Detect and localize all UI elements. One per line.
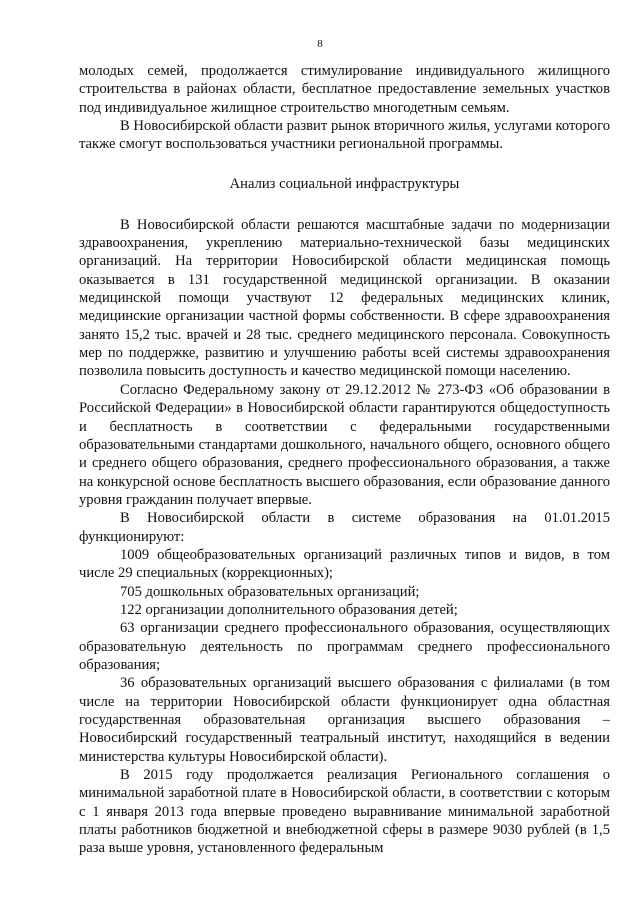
paragraph: В Новосибирской области в системе образования на 01.01.2015 функционируют: [79,510,610,545]
document-body [79,62,610,858]
paragraph: молодых семей, продолжается стимулирование индивидуального жилищного строительства в районах области, бесплатное предоставление земельных участков под индивидуальное жилищное строительство многодетным семьям. [79,63,610,116]
page-number: 8 [317,38,323,50]
paragraph: В 2015 году продолжается реализация Регионального соглашения о минимальной заработной плате в Новосибирской области, в соответствии с которым с 1 января 2013 года впервые проведено выравнивание минимальной заработной платы работников бюджетной и внебюджетной сферы в размере 9030 рублей (в 1,5 раза выше уровня, установленного федеральным [79,767,610,857]
list-item: 705 дошкольных образовательных организаций; [120,583,420,600]
paragraph: В Новосибирской области развит рынок вторичного жилья, услугами которого также смогут воспользоваться участники региональной программы. [79,118,610,153]
list-item: 63 организации среднего профессионального образования, осуществляющих образовательную деятельность по программам среднего профессионального образования; [79,620,610,673]
section-title: Анализ социальной инфраструктуры [229,175,460,192]
list-item: 122 организации дополнительного образования детей; [120,601,458,618]
paragraph: В Новосибирской области решаются масштабные задачи по модернизации здравоохранения, укреплению материально-технической базы медицинских организаций. На территории Новосибирской области медицинская помощь оказывается в 131 государственной медицинской организации. В оказании медицинской помощи участвуют 12 федеральных медицинских клиник, медицинские организации частной формы собственности. В сфере здравоохранения занято 15,2 тыс. врачей и 28 тыс. среднего медицинского персонала. Совокупность мер по поддержке, развитию и улучшению работы всей системы здравоохранения позволила повысить доступность и качество медицинской помощи населению. [79,216,610,380]
paragraph: Согласно Федеральному закону от 29.12.2012 № 273-ФЗ «Об образовании в Российской Федерации» в Новосибирской области гарантируются общедоступность и бесплатность в соответствии с федеральными государственными образовательными стандартами дошкольного, начального общего, основного общего и среднего общего образования, среднего профессионального образования, а также на конкурсной основе бесплатность высшего образования, если образование данного уровня гражданин получает впервые. [79,381,610,508]
list-item: 36 образовательных организаций высшего образования с филиалами (в том числе на территории Новосибирской области функционирует одна областная государственная образовательная организация высшего образования – Новосибирский государственный театральный институт, находящийся в ведении министерства культуры Новосибирской области). [79,675,610,765]
list-item: 1009 общеобразовательных организаций различных типов и видов, в том числе 29 специальных (коррекционных); [79,546,610,582]
